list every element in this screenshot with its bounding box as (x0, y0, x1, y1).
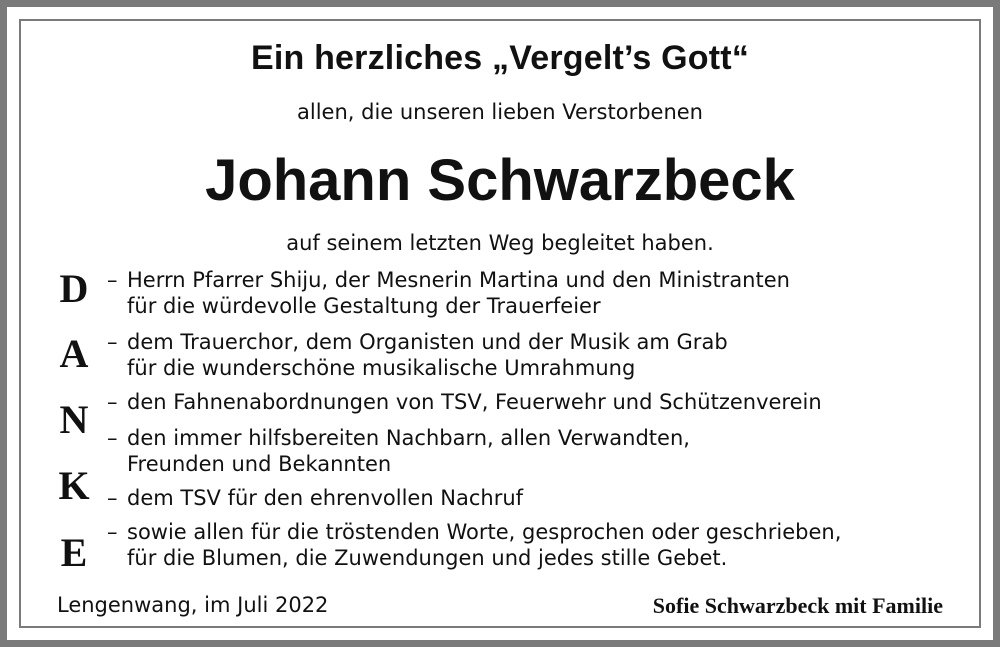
item-line1: dem Trauerchor, dem Organisten und der Musik am Grab (127, 330, 728, 354)
item-line1: den immer hilfsbereiten Nachbarn, allen Verwandten, (127, 426, 690, 450)
item-dash: – (107, 268, 118, 292)
item-line1: den Fahnenabordnungen von TSV, Feuerwehr und Schützenverein (127, 390, 822, 414)
item-dash: – (107, 330, 118, 354)
danke-letter-a: A (59, 331, 89, 376)
item-line2: Freunden und Bekannten (127, 452, 392, 476)
item-line2: für die würdevolle Gestaltung der Trauerfeier (127, 294, 601, 318)
item-line1: sowie allen für die tröstenden Worte, gesprochen oder geschrieben, (127, 520, 842, 544)
item-dash: – (107, 426, 118, 450)
item-line2: für die wunderschöne musikalische Umrahmung (127, 356, 636, 380)
thanks-item (107, 329, 728, 381)
thanks-item (107, 519, 841, 571)
item-dash: – (107, 520, 118, 544)
item-line1: Herrn Pfarrer Shiju, der Mesnerin Martina und den Ministranten (127, 268, 790, 292)
danke-letter-d: D (59, 266, 89, 311)
signature: Sofie Schwarzbeck mit Familie (652, 593, 943, 618)
item-line2: für die Blumen, die Zuwendungen und jedes stille Gebet. (127, 546, 728, 570)
danke-letter-k: K (58, 463, 90, 508)
danke-letter-n: N (59, 397, 89, 442)
item-line1: dem TSV für den ehrenvollen Nachruf (127, 486, 524, 510)
deceased-name: Johann Schwarzbeck (205, 148, 795, 213)
thanks-item (107, 267, 790, 319)
place-date: Lengenwang, im Juli 2022 (57, 593, 329, 617)
thanks-item (107, 485, 523, 511)
danke-letter-e: E (60, 530, 88, 575)
item-dash: – (107, 486, 118, 510)
thanks-item (107, 389, 822, 415)
outro-line: auf seinem letzten Weg begleitet haben. (286, 231, 714, 255)
item-dash: – (107, 390, 118, 414)
thanks-item (107, 425, 690, 477)
intro-line: allen, die unseren lieben Verstorbenen (297, 100, 703, 124)
headline: Ein herzliches „Vergelt’s Gott“ (250, 39, 750, 77)
